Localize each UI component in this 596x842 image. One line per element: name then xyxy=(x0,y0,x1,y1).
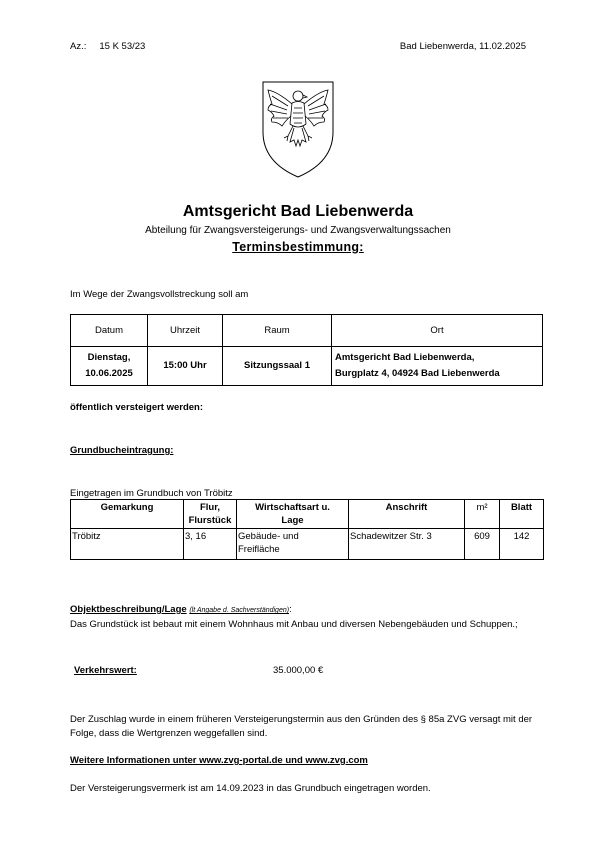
header-raum: Raum xyxy=(223,315,332,347)
grundbuch-table xyxy=(70,499,544,560)
cell-wirtschaftsart xyxy=(237,529,349,560)
objekt-description: Das Grundstück ist bebaut mit einem Wohnhaus mit Anbau und diversen Nebengebäuden und Schuppen.; xyxy=(70,619,518,630)
header-blatt: Blatt xyxy=(500,500,544,529)
table-row xyxy=(71,529,544,560)
auction-statement: öffentlich versteigert werden: xyxy=(70,402,204,413)
grundbuch-heading: Grundbucheintragung: xyxy=(70,445,174,456)
termin-table xyxy=(70,314,543,386)
objekt-heading-line xyxy=(70,604,292,615)
header-wirtschaftsart-line1: Wirtschaftsart u. xyxy=(255,502,330,513)
court-name: Amtsgericht Bad Liebenwerda xyxy=(182,203,414,220)
termin-place xyxy=(332,347,543,386)
cell-flur: 3, 16 xyxy=(184,529,237,560)
department: Abteilung für Zwangsversteigerungs- und Zwangsverwaltungssachen xyxy=(145,225,451,236)
header-flur-line2: Flurstück xyxy=(188,515,232,526)
place-date: Bad Liebenwerda, 11.02.2025 xyxy=(399,41,526,52)
grundbuch-intro: Eingetragen im Grundbuch von Tröbitz xyxy=(70,488,233,499)
objekt-heading: Objektbeschreibung/Lage xyxy=(70,604,187,615)
more-info-link[interactable]: Weitere Informationen unter www.zvg-portal.de und www.zvg.com xyxy=(70,755,368,766)
vermerk-text: Der Versteigerungsvermerk ist am 14.09.2023 in das Grundbuch eingetragen worden. xyxy=(70,783,431,794)
header-flur xyxy=(184,500,237,529)
intro-text: Im Wege der Zwangsvollstreckung soll am xyxy=(70,289,249,300)
zuschlag-text: Der Zuschlag wurde in einem früheren Versteigerungstermin aus den Gründen des § 85a ZVG versagt mit der Folge, dass die Wertgrenzen weggefallen sind. xyxy=(70,714,533,739)
objekt-colon: : xyxy=(289,604,292,615)
header-flur-line1: Flur, xyxy=(199,502,221,513)
termin-header-row xyxy=(71,315,543,347)
cell-wirtschaftsart-line2: Freifläche xyxy=(238,544,280,555)
document-title: Terminsbestimmung: xyxy=(232,240,364,254)
header-gemarkung: Gemarkung xyxy=(71,500,184,529)
grundbuch-header-row xyxy=(71,500,544,529)
header-uhrzeit: Uhrzeit xyxy=(148,315,223,347)
header-anschrift: Anschrift xyxy=(349,500,465,529)
cell-gemarkung: Tröbitz xyxy=(71,529,184,560)
cell-wirtschaftsart-line1: Gebäude- und xyxy=(238,531,299,542)
termin-place-address: Burgplatz 4, 04924 Bad Liebenwerda xyxy=(335,368,500,379)
termin-date-value: 10.06.2025 xyxy=(85,368,133,379)
verkehrswert-label: Verkehrswert: xyxy=(74,665,137,676)
termin-weekday: Dienstag, xyxy=(87,352,131,363)
termin-time: 15:00 Uhr xyxy=(148,347,223,386)
cell-blatt: 142 xyxy=(500,529,544,560)
file-reference xyxy=(70,41,145,52)
header-wirtschaftsart-line2: Lage xyxy=(281,515,304,526)
cell-m2: 609 xyxy=(465,529,500,560)
eagle-coat-of-arms-icon xyxy=(260,76,336,180)
header-wirtschaftsart xyxy=(237,500,349,529)
termin-place-court: Amtsgericht Bad Liebenwerda, xyxy=(335,352,475,363)
termin-date xyxy=(71,347,148,386)
cell-anschrift: Schadewitzer Str. 3 xyxy=(349,529,465,560)
termin-row xyxy=(71,347,543,386)
az-number: 15 K 53/23 xyxy=(99,41,146,52)
objekt-note: (lt Angabe d. Sachverständigen) xyxy=(189,607,290,614)
verkehrswert-value: 35.000,00 € xyxy=(273,665,324,676)
header-ort: Ort xyxy=(332,315,543,347)
az-label: Az.: xyxy=(70,41,87,52)
termin-room: Sitzungssaal 1 xyxy=(223,347,332,386)
header-m2: m² xyxy=(465,500,500,529)
header-datum: Datum xyxy=(71,315,148,347)
